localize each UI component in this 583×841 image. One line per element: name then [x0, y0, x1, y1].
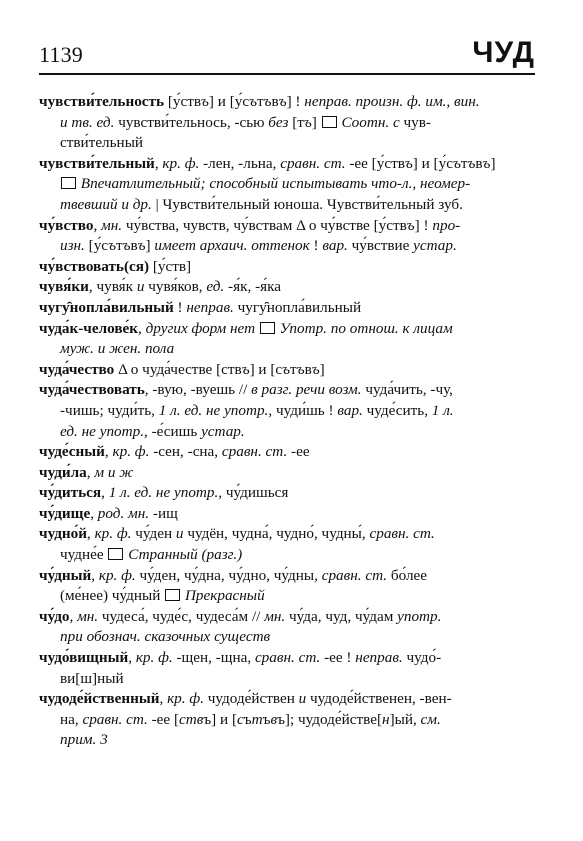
italic-note: сравн. ст.: [321, 566, 388, 584]
headword: чу́вство: [39, 216, 94, 234]
entry-text: ви[ш]ный: [60, 669, 124, 687]
italic-note: ъ: [282, 360, 291, 378]
entry-text: -чишь; чуди́ть,: [60, 401, 159, 419]
entry-text: в: [304, 360, 312, 378]
entry-text: ,: [101, 484, 109, 502]
italic-note: ъ: [467, 154, 476, 172]
entry-text: -лен, -льна,: [199, 154, 281, 172]
entry-text: [у́ств: [164, 93, 202, 110]
italic-note: ъ: [482, 154, 491, 172]
italic-note: кр. ф.: [98, 566, 136, 584]
entry-continuation-line: [39, 339, 537, 360]
entry-first-line: [39, 566, 537, 587]
entry-first-line: [39, 92, 537, 113]
entry-first-line: [39, 298, 537, 319]
entry-text: [у́ств]: [149, 257, 192, 275]
entry-text: ъ]; чудоде́йстве[: [277, 710, 383, 728]
entry-text: [у́с: [84, 237, 109, 255]
entry-text: (ме́нее) чу́дный: [60, 587, 165, 605]
entry-text: , -вую, -вуешь //: [144, 381, 252, 399]
entry-first-line: [39, 483, 537, 504]
entry-text: ,: [104, 443, 113, 461]
dictionary-entry: [39, 319, 537, 360]
entry-text: -ее: [287, 443, 310, 461]
entry-text: -ее [у́ств: [345, 154, 405, 172]
italic-note: ъ: [404, 154, 413, 172]
entry-first-line: [39, 277, 537, 298]
entry-first-line: [39, 463, 537, 484]
entry-text: , чувя́к: [88, 278, 137, 296]
entry-text: ] и [у́с: [208, 93, 250, 110]
headword: чувстви́тельность: [39, 93, 165, 110]
entry-text: ] и [с: [249, 360, 283, 378]
italic-note: и: [136, 278, 145, 296]
entry-text: ] !: [286, 93, 305, 110]
italic-note: см.: [420, 710, 441, 728]
italic-note: других форм нет: [145, 319, 256, 337]
dictionary-entry: [39, 216, 537, 257]
entry-text: бо́лее: [387, 566, 428, 584]
entry-first-line: [39, 216, 537, 237]
entry-continuation-line: [39, 586, 537, 607]
entry-text: !: [309, 237, 323, 255]
italic-note: ъ: [296, 360, 305, 378]
dictionary-entry: [39, 380, 537, 442]
entry-first-line: [39, 360, 537, 381]
entry-text: чу́ден: [131, 525, 176, 543]
entry-text: Δ о чуда́честве [ств: [114, 360, 242, 378]
entry-continuation-line: [39, 195, 537, 216]
box-marker-icon: [260, 322, 275, 334]
box-marker-icon: [165, 589, 180, 601]
entry-first-line: [39, 257, 537, 278]
italic-note: м и ж: [94, 463, 134, 481]
italic-note: Впечатлительный; способный испытывать что-л., неомер-: [80, 175, 471, 193]
entry-text: -ищ: [149, 504, 178, 522]
entry-text: чу́ден, чу́дна, чу́дно, чу́дны,: [135, 566, 322, 584]
entry-text: , чу́дишься: [218, 484, 289, 502]
italic-note: Странный (разг.): [128, 546, 243, 564]
italic-note: ъ: [137, 237, 146, 255]
entry-continuation-line: [39, 669, 537, 690]
entry-continuation-line: [39, 545, 537, 566]
entry-text: , -е́сишь: [144, 422, 202, 440]
italic-note: сравн. ст.: [369, 525, 435, 543]
entry-continuation-line: [39, 133, 537, 154]
entry-text: ]: [490, 154, 496, 172]
entry-text: т: [256, 93, 264, 110]
entry-text: ,: [93, 216, 102, 234]
entry-text: ]: [311, 113, 321, 131]
italic-note: кр. ф.: [162, 154, 200, 172]
headword: чуде́сный: [39, 443, 105, 461]
entry-text: -сен, -сна,: [149, 443, 222, 461]
headword: чу́дище: [39, 504, 91, 522]
entry-text: ,: [69, 607, 78, 625]
entry-text: ,: [86, 525, 95, 543]
entry-list: [39, 92, 537, 751]
italic-note: вар.: [337, 401, 363, 419]
entry-text: т: [290, 360, 297, 378]
entry-text: -щен, -щна,: [172, 649, 255, 667]
dictionary-entry: [39, 154, 537, 216]
italic-note: про-: [432, 216, 461, 234]
dictionary-entry: [39, 257, 537, 278]
entry-continuation-line: [39, 174, 537, 195]
entry-text: ,: [159, 690, 168, 708]
entry-continuation-line: [39, 236, 537, 257]
italic-note: род. мн.: [97, 504, 150, 522]
entry-text: ,: [86, 463, 95, 481]
entry-continuation-line: [39, 401, 537, 422]
entry-text: чувя́ков,: [144, 278, 207, 296]
italic-note: кр. ф.: [135, 649, 173, 667]
entry-text: чувстви́тельнось, -сью: [114, 113, 269, 131]
entry-text: чудне́е: [60, 546, 108, 564]
entry-text: на,: [60, 710, 83, 728]
entry-text: стви́тельный: [60, 134, 144, 152]
italic-note: кр. ф.: [94, 525, 132, 543]
italic-note: прим. 3: [60, 731, 108, 749]
headword: чу́дный: [39, 566, 92, 584]
entry-text: ,: [128, 649, 136, 667]
headword: чу́диться: [39, 484, 102, 502]
entry-text: ,: [154, 154, 163, 172]
italic-note: 1 л. ед. не употр.: [108, 484, 219, 502]
entry-text: чу́да, чуд, чу́дам: [285, 607, 398, 625]
headword: чу́до: [39, 607, 70, 625]
italic-note: ъ: [108, 237, 116, 255]
italic-note: сравн. ст.: [82, 710, 148, 728]
page-number: 1139: [39, 42, 83, 67]
entry-text: ]: [145, 237, 155, 255]
dictionary-entry: [39, 92, 537, 154]
italic-note: мн.: [77, 607, 99, 625]
entry-text: т: [115, 237, 123, 255]
entry-text: чудоде́йствен: [203, 690, 299, 708]
box-marker-icon: [108, 548, 123, 560]
italic-note: вар.: [322, 237, 348, 255]
italic-note: ъ: [263, 93, 272, 110]
entry-text: чу́вствие: [347, 237, 414, 255]
italic-note: Употр. по отнош. к лицам: [279, 319, 453, 337]
italic-note: и: [175, 525, 184, 543]
dictionary-entry: [39, 277, 537, 298]
italic-note: и тв. ед.: [60, 113, 115, 131]
dictionary-entry: [39, 360, 537, 381]
entry-text: ] !: [414, 216, 433, 234]
running-head: ЧУД: [472, 36, 535, 69]
italic-note: кр. ф.: [167, 690, 204, 708]
entry-text: чув-: [399, 113, 431, 131]
italic-note: ъ: [201, 93, 209, 110]
italic-note: ед.: [206, 278, 225, 296]
italic-note: устар.: [413, 237, 457, 255]
italic-note: в: [270, 710, 278, 728]
dictionary-entry: [39, 648, 537, 689]
italic-note: с: [237, 710, 244, 728]
dictionary-entry: [39, 504, 537, 525]
entry-text: , чуди́шь !: [268, 401, 338, 419]
entry-text: ]: [319, 360, 325, 378]
entry-text: чугу̑нопла́вильный: [233, 298, 362, 316]
italic-note: 1 л. ед. не употр.: [158, 401, 269, 419]
dictionary-entry: [39, 607, 537, 648]
entry-continuation-line: [39, 627, 537, 648]
italic-note: употр.: [397, 607, 442, 625]
italic-note: сравн. ст.: [254, 649, 321, 667]
entry-first-line: [39, 442, 537, 463]
italic-note: неправ.: [186, 298, 234, 316]
italic-note: ъ: [241, 360, 250, 378]
italic-note: 1 л.: [431, 401, 454, 419]
italic-note: Соотн. с: [341, 113, 400, 131]
italic-note: ъ: [311, 360, 320, 378]
italic-note: ств: [179, 710, 204, 728]
entry-continuation-line: [39, 710, 537, 731]
italic-note: неправ.: [355, 649, 403, 667]
entry-text: [255, 320, 259, 337]
italic-note: сравн. ст.: [280, 154, 346, 172]
italic-note: н: [382, 710, 390, 728]
italic-note: Прекрасный: [184, 587, 265, 605]
italic-note: т: [251, 710, 263, 728]
italic-note: ъ: [122, 237, 131, 255]
italic-note: твевший и др.: [60, 195, 152, 213]
entry-first-line: [39, 154, 537, 175]
headword: чудно́й: [39, 525, 87, 543]
italic-note: сравн. ст.: [221, 443, 288, 461]
entry-text: в: [130, 237, 138, 255]
header-rule: [39, 73, 535, 75]
entry-text: ] и [у́с: [412, 154, 453, 172]
entry-continuation-line: [39, 730, 537, 751]
entry-text: ,: [138, 319, 146, 337]
entry-text: чудён, чудна́, чудно́, чудны́,: [183, 525, 370, 543]
headword: чудо́вищный: [39, 649, 129, 667]
italic-note: устар.: [201, 422, 245, 440]
dictionary-entry: [39, 566, 537, 607]
entry-text: в: [475, 154, 483, 172]
entry-text: ]ый,: [389, 710, 421, 728]
headword: чувя́ки: [39, 278, 89, 296]
headword: чуда́к-челове́к: [39, 319, 139, 337]
entry-text: | Чувстви́тельный юноша. Чувстви́тельный зуб.: [151, 195, 463, 213]
dictionary-entry: [39, 483, 537, 504]
entry-text: !: [173, 298, 187, 316]
entry-text: чудоде́йственен, -вен-: [306, 690, 452, 708]
italic-note: неправ. произн. ф. им., вин.: [304, 93, 480, 110]
italic-note: при обознач. сказочных существ: [60, 628, 271, 646]
box-marker-icon: [322, 116, 337, 128]
entry-text: -ее [: [147, 710, 180, 728]
entry-continuation-line: [39, 113, 537, 134]
entry-text: чуда́чить, -чу,: [361, 381, 453, 399]
entry-text: ъ] и [: [203, 710, 238, 728]
headword: чувстви́тельный: [39, 154, 155, 172]
italic-note: мн.: [101, 216, 123, 234]
entry-text: -ее !: [320, 649, 356, 667]
headword: чудоде́йственный: [39, 690, 160, 708]
entry-first-line: [39, 319, 537, 340]
italic-note: в разг. речи возм.: [251, 381, 362, 399]
headword: чуди́ла: [39, 463, 87, 481]
entry-first-line: [39, 380, 537, 401]
italic-note: ед. не употр.: [60, 422, 144, 440]
entry-text: чу́вства, чувств, чу́вствам Δ о чу́встве [у́ств: [122, 216, 407, 234]
entry-text: в: [271, 93, 279, 110]
entry-first-line: [39, 524, 537, 545]
dictionary-entry: [39, 442, 537, 463]
headword: чуда́чествовать: [39, 381, 145, 399]
dictionary-entry: [39, 463, 537, 484]
entry-text: чудеса́, чуде́с, чудеса́м //: [98, 607, 265, 625]
italic-note: ъ: [452, 154, 461, 172]
entry-first-line: [39, 689, 537, 710]
italic-note: ъ: [278, 93, 287, 110]
italic-note: изн.: [60, 237, 85, 255]
italic-note: имеет архаич. оттенок: [154, 237, 310, 255]
headword: чуда́чество: [39, 360, 115, 378]
entry-text: ъ: [243, 710, 252, 728]
entry-first-line: [39, 607, 537, 628]
italic-note: ъ: [303, 113, 312, 131]
entry-text: [т: [288, 113, 304, 131]
entry-text: т: [460, 154, 468, 172]
entry-text: ъ: [262, 710, 271, 728]
entry-text: ,: [91, 566, 99, 584]
italic-note: мн.: [264, 607, 286, 625]
dictionary-entry: [39, 524, 537, 565]
headword: чугу̑нопла́вильный: [39, 298, 174, 316]
italic-note: ъ: [406, 216, 415, 234]
italic-note: кр. ф.: [112, 443, 150, 461]
dictionary-entry: [39, 689, 537, 751]
italic-note: и: [298, 690, 307, 708]
dictionary-entry: [39, 298, 537, 319]
entry-text: чуде́сить,: [362, 401, 432, 419]
entry-text: -я́к, -я́ка: [224, 278, 281, 296]
entry-text: ,: [90, 504, 98, 522]
page-header: [39, 36, 535, 70]
entry-text: чудо́-: [402, 649, 442, 667]
italic-note: без: [268, 113, 289, 131]
italic-note: муж. и жен. пола: [60, 340, 175, 358]
box-marker-icon: [61, 177, 76, 189]
headword: чу́вствовать(ся): [39, 257, 150, 275]
entry-continuation-line: [39, 422, 537, 443]
italic-note: ъ: [249, 93, 257, 110]
entry-first-line: [39, 648, 537, 669]
entry-first-line: [39, 504, 537, 525]
